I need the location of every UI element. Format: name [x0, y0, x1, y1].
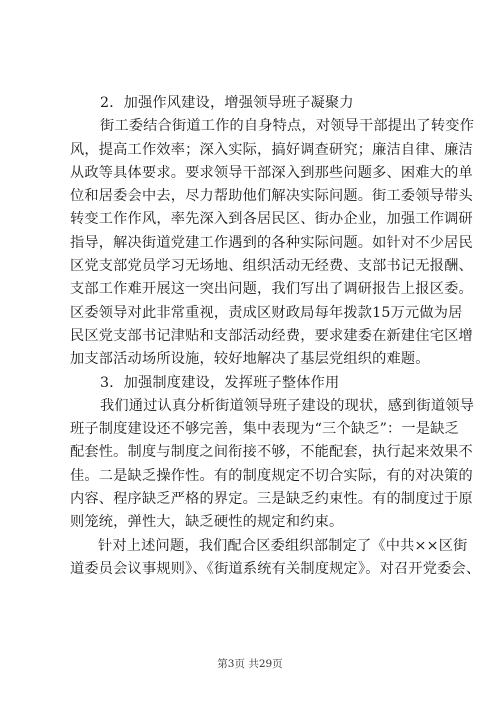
- paragraph-line: 班子制度建设还不够完善，集中表现为“三个缺乏”：一是缺乏: [70, 421, 459, 438]
- paragraph-line: 位和居委会中去，尽力帮助他们解决实际问题。街工委领导带头: [70, 188, 473, 205]
- page-number-footer: 第3页 共29页: [217, 658, 283, 670]
- paragraph-line: 区委领导对此非常重视，责成区财政局每年拨款15万元做为居: [70, 304, 463, 321]
- section-heading-2: 2．加强作风建设，增强领导班子凝聚力: [100, 95, 354, 111]
- paragraph-line: 则笼统，弹性大，缺乏硬性的规定和约束。: [70, 514, 344, 531]
- body-text: [70, 92, 481, 581]
- paragraph-line: 我们通过认真分析街道领导班子建设的现状，感到街道领导: [100, 397, 475, 414]
- paragraph-line: 区党支部党员学习无场地、组织活动无经费、支部书记无报酬、: [70, 258, 473, 275]
- paragraph-line: 支部工作难开展这一突出问题，我们写出了调研报告上报区委。: [70, 281, 473, 298]
- paragraph-line: 风，提高工作效率；深入实际，搞好调查研究；廉洁自律、廉洁: [70, 141, 473, 158]
- paragraph-line: 内容、程序缺乏严格的界定。三是缺乏约束性。有的制度过于原: [70, 491, 473, 508]
- paragraph-line: 道委员会议事规则》、《街道系统有关制度规定》。对召开党委会、: [70, 560, 481, 577]
- paragraph-line: 配套性。制度与制度之间衔接不够，不能配套，执行起来效果不: [70, 444, 473, 461]
- paragraph-line: 街工委结合街道工作的自身特点，对领导干部提出了转变作: [100, 118, 475, 135]
- paragraph-line: 民区党支部书记津贴和支部活动经费，要求建委在新建住宅区增: [70, 327, 473, 344]
- paragraph-line: 转变工作作风，率先深入到各居民区、街办企业，加强工作调研: [70, 211, 473, 228]
- paragraph-line: 指导，解决街道党建工作遇到的各种实际问题。如针对不少居民: [70, 234, 473, 251]
- paragraph-line: 针对上述问题，我们配合区委组织部制定了《中共××区街: [98, 537, 468, 554]
- paragraph-line: 佳。二是缺乏操作性。有的制度规定不切合实际，有的对决策的: [70, 467, 473, 484]
- paragraph-line: 加支部活动场所设施，较好地解决了基层党组织的难题。: [70, 351, 430, 368]
- paragraph-line: 从政等具体要求。要求领导干部深入到那些问题多、困难大的单: [70, 164, 473, 181]
- section-heading-3: 3．加强制度建设，发挥班子整体作用: [100, 374, 340, 391]
